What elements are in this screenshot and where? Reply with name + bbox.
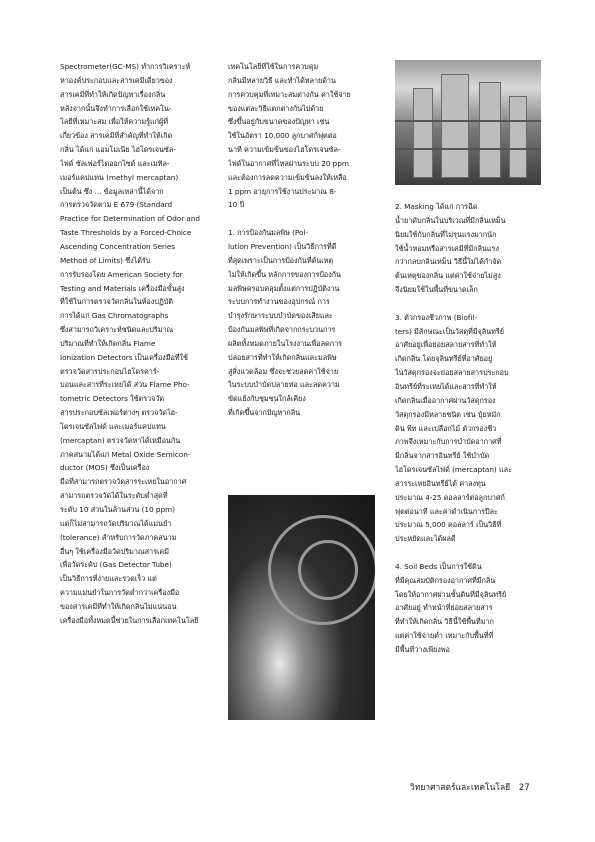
- text-line: โดรเจนซัลไฟด์ และเมอร์แคปแทน: [60, 421, 166, 431]
- machinery-photo: [228, 495, 375, 720]
- text-line: Practice for Determination of Odor and: [60, 214, 201, 224]
- text-line: lution Prevention) เป็นวิธีการที่ดี: [228, 241, 337, 251]
- text-line: การได้แก่ Gas Chromatographs: [60, 311, 169, 321]
- text-line: ที่สุดเพราะเป็นการป้องกันที่ต้นเหตุ: [228, 255, 334, 265]
- text-line: บำรุงรักษาระบบบำบัดของเสียและ: [228, 311, 333, 321]
- text-column-right: [395, 200, 541, 657]
- text-line: [228, 212, 375, 226]
- text-line: ในระบบบำบัดปลายท่อ และลดความ: [228, 380, 340, 390]
- text-line: 10 ปี: [228, 200, 245, 210]
- text-line: อาศัยอยู่เพื่อย่อยสลายสารที่ทำให้: [395, 340, 497, 350]
- text-line: ระดับ 10 ส่วนในล้านส่วน (10 ppm): [60, 505, 175, 514]
- text-line: ประหยัดและได้ผลดี: [395, 534, 456, 544]
- text-line: [395, 546, 541, 560]
- text-line: หลังจากนั้นจึงทำการเลือกใช้เทคโน-: [60, 103, 172, 113]
- page-number: 27: [518, 783, 530, 793]
- text-line: (tolerance) สำหรับการวัดภาคสนาม: [60, 532, 177, 542]
- text-line: ของสารเคมีที่ทำให้เกิดกลิ่นไม่แน่นอน: [60, 601, 177, 611]
- text-line: ต้นเหตุของกลิ่น แต่ค่าใช้จ่ายไม่สูง: [395, 271, 501, 281]
- text-line: การควบคุมที่เหมาะสมต่างกัน ค่าใช้จ่าย: [228, 89, 351, 99]
- text-line: Method of Limits) ซึ่งได้รับ: [60, 255, 151, 265]
- text-line: เพื่อวัดระดับ (Gas Detector Tube): [60, 560, 172, 570]
- text-line: อื่นๆ ใช้เครื่องมือวัดปริมาณสารเคมี: [60, 546, 169, 556]
- text-line: เกิดกลิ่นเมื่ออากาศผ่านวัสดุกรอง: [395, 395, 496, 405]
- text-line: เกิดกลิ่น โดยจุลินทรีย์ที่อาศัยอยู่: [395, 354, 493, 364]
- text-line: Spectrometer(GC-MS) ทำการวิเคราะห์: [60, 62, 191, 71]
- text-line: 3. ตัวกรองชีวภาพ (Biofil-: [395, 312, 477, 322]
- text-line: ประมาณ 4-25 ดอลลาร์ต่อลูกบาศก์: [395, 492, 505, 502]
- text-line: ที่มีคุณสมบัติกรองอากาศที่มีกลิ่น: [395, 575, 496, 585]
- text-line: ขัดแย้งกับชุมชนใกล้เคียง: [228, 394, 306, 404]
- text-line: โลยีที่เหมาะสม เพื่อให้ความรู้แก่ผู้ที่: [60, 117, 168, 127]
- text-line: (mercaptan) ตรวจวัดหาได้เหมือนกัน: [60, 435, 181, 445]
- text-line: [395, 297, 541, 311]
- text-line: สารระเหยอินทรีย์ได้ ค่าลงทุน: [395, 478, 486, 488]
- text-line: กลิ่น ได้แก่ แอมโมเนีย ไฮโดรเจนซัล-: [60, 145, 176, 155]
- text-line: กว่ากลบกลิ่นเหม็น วิธีนี้ไม่ได้กำจัด: [395, 257, 502, 267]
- text-line: เครื่องมือทั้งหมดนี้ช่วยในการเลือกเทคโนโลยี: [60, 615, 199, 625]
- text-line: ฟุตต่อนาที และค่าดำเนินการปีละ: [395, 506, 498, 516]
- text-line: ที่เกิดขึ้นจากปัญหากลิ่น: [228, 408, 301, 418]
- text-line: สารเคมีที่ทำให้เกิดปัญหาเรื่องกลิ่น: [60, 89, 166, 99]
- text-line: การรับรองโดย American Society for: [60, 269, 183, 279]
- text-line: ไฟด์ในอากาศที่ไหลผ่านระบบ 20 ppm: [228, 158, 349, 168]
- text-line: ซึ่งขึ้นอยู่กับขนาดของปัญหา เช่น: [228, 117, 330, 127]
- page-footer: [410, 780, 530, 794]
- text-line: ของแต่ละวิธีแตกต่างกันไปด้วย: [228, 103, 324, 113]
- text-line: ผลิตทั้งหมดภายในโรงงานเพื่อลดการ: [228, 338, 342, 348]
- text-line: โดยให้อากาศผ่านชั้นดินที่มีจุลินทรีย์: [395, 589, 507, 599]
- text-line: ใช้ในอัตรา 10,000 ลูกบาศก์ฟุตต่อ: [228, 131, 337, 141]
- text-line: ไฟด์ ซัลเฟอร์ไดออกไซด์ และเมทิล-: [60, 158, 170, 168]
- text-line: ป้องกันมลพิษที่เกิดจากกระบวนการ: [228, 325, 336, 335]
- text-line: จึงนิยมใช้ในพื้นที่ขนาดเล็ก: [395, 285, 478, 295]
- text-line: Ionization Detectors เป็นเครื่องมือที่ใช้: [60, 352, 188, 362]
- text-line: 1 ppm อายุการใช้งานประมาณ 8-: [228, 186, 337, 196]
- text-line: ปริมาณที่ทำให้เกิดกลิ่น Flame: [60, 338, 156, 348]
- text-line: ไฮโดรเจนซัลไฟด์ (mercaptan) และ: [395, 465, 512, 475]
- text-line: สู่สิ่งแวดล้อม ซึ่งจะช่วยลดค่าใช้จ่าย: [228, 366, 339, 376]
- text-line: สามารถตรวจวัดได้ในระดับต่ำสุดที่: [60, 491, 168, 501]
- text-line: Taste Thresholds by a Forced-Choice: [60, 228, 192, 238]
- text-line: บอนและสารที่ระเหยได้ ส่วน Flame Pho-: [60, 380, 190, 390]
- text-line: ที่ใช้ในการตรวจวัดกลิ่นในห้องปฏิบัติ: [60, 297, 173, 307]
- text-line: ภาพจึงเหมาะกับการบำบัดอากาศที่: [395, 437, 502, 447]
- text-line: สารประกอบซัลเฟอร์ต่างๆ ตรวจวัดไฮ-: [60, 408, 178, 418]
- text-line: ประมาณ 5,000 ดอลลาร์ เป็นวิธีที่: [395, 520, 502, 530]
- text-line: ตรวจวัดสารประกอบไฮโดรคาร์-: [60, 366, 160, 376]
- text-line: มีพื้นที่ว่างเพียงพอ: [395, 645, 450, 654]
- text-line: นาที ความเข้มข้นของไฮโดรเจนซัล-: [228, 145, 341, 155]
- journal-name: วิทยาศาสตร์และเทคโนโลยี: [410, 783, 511, 793]
- text-line: การตรวจวัดตาม E 679 (Standard: [60, 200, 173, 210]
- text-line: มือที่สามารถตรวจวัดสารระเหยในอากาศ: [60, 477, 187, 487]
- text-line: อาศัยอยู่ ทำหน้าที่ย่อยสลายสาร: [395, 603, 493, 613]
- text-line: เทคโนโลยีที่ใช้ในการควบคุม: [228, 62, 319, 71]
- text-line: Ascending Concentration Series: [60, 241, 176, 251]
- text-line: ใช้น้ำหอมหรือสารเคมีที่มีกลิ่นแรง: [395, 243, 499, 253]
- text-line: 2. Masking ได้แก่ การฉีด: [395, 202, 478, 211]
- text-line: ความแม่นยำในการวัดต่ำกว่าเครื่องมือ: [60, 588, 180, 598]
- text-line: ters) มีลักษณะเป็นวัสดุที่มีจุลินทรีย์: [395, 326, 504, 336]
- text-line: กลิ่นมีหลายวิธี และทำได้หลายด้าน: [228, 75, 336, 85]
- text-line: เป็นต้น ซึ่ง ... ข้อมูลเหล่านี้ได้จาก: [60, 186, 164, 196]
- text-line: ปล่อยสารที่ทำให้เกิดกลิ่นและมลพิษ: [228, 352, 337, 362]
- text-line: Testing and Materials เครื่องมือขั้นสูง: [60, 283, 185, 293]
- industrial-plant-photo: [395, 60, 541, 185]
- text-line: ภาคสนามได้แก่ Metal Oxide Semicon-: [60, 449, 191, 459]
- text-line: ดิน พีท และเปลือกไม้ ตัวกรองชีว: [395, 423, 497, 433]
- text-line: เมอร์แคปแทน (methyl mercaptan): [60, 172, 179, 182]
- text-line: อินทรีย์ที่ระเหยได้และสารที่ทำให้: [395, 381, 497, 391]
- text-line: ductor (MOS) ซึ่งเป็นเครื่อง: [60, 463, 150, 473]
- text-line: tometric Detectors ใช้ตรวจวัด: [60, 394, 165, 404]
- text-line: มีกลิ่นจากสารอินทรีย์ ใช้บำบัด: [395, 451, 490, 461]
- text-line: ระบบการทำงานของอุปกรณ์ การ: [228, 297, 330, 307]
- text-line: น้ำยาดับกลิ่นในบริเวณที่มีกลิ่นเหม็น: [395, 215, 506, 225]
- text-line: ไม่ให้เกิดขึ้น หลักการของการป้องกัน: [228, 269, 341, 279]
- text-line: 4. Soil Beds เป็นการใช้ดิน: [395, 561, 482, 571]
- text-line: และต้องการลดความเข้มข้นลงให้เหลือ: [228, 172, 347, 182]
- text-line: หาองค์ประกอบและสารเคมีเดี่ยวของ: [60, 75, 173, 85]
- text-line: 1. การป้องกันมลพิษ (Pol-: [228, 228, 308, 238]
- text-column-middle: [228, 60, 375, 420]
- text-line: ที่ทำให้เกิดกลิ่น วิธีนี้ใช้พื้นที่มาก: [395, 617, 494, 627]
- text-line: ในวัสดุกรองจะย่อยสลายสารประกอบ: [395, 368, 509, 378]
- text-line: แต่ก็ไม่สามารถวัดปริมาณได้แม่นยำ: [60, 518, 172, 528]
- text-line: เป็นวิธีการที่ง่ายและรวดเร็ว แต่: [60, 574, 157, 584]
- text-line: วัสดุกรองมีหลายชนิด เช่น ปุ๋ยหมัก: [395, 409, 501, 419]
- text-line: ซึ่งสามารถวิเคราะห์ชนิดและปริมาณ: [60, 325, 174, 335]
- text-line: เกี่ยวข้อง สารเคมีที่สำคัญที่ทำให้เกิด: [60, 131, 173, 141]
- text-line: นิยมใช้กับกลิ่นที่ไม่รุนแรงมากนัก: [395, 229, 497, 239]
- text-line: มลพิษครอบคลุมตั้งแต่การปฏิบัติงาน: [228, 283, 340, 293]
- text-line: แต่ค่าใช้จ่ายต่ำ เหมาะกับพื้นที่ที่: [395, 631, 494, 641]
- text-column-left: [60, 60, 210, 628]
